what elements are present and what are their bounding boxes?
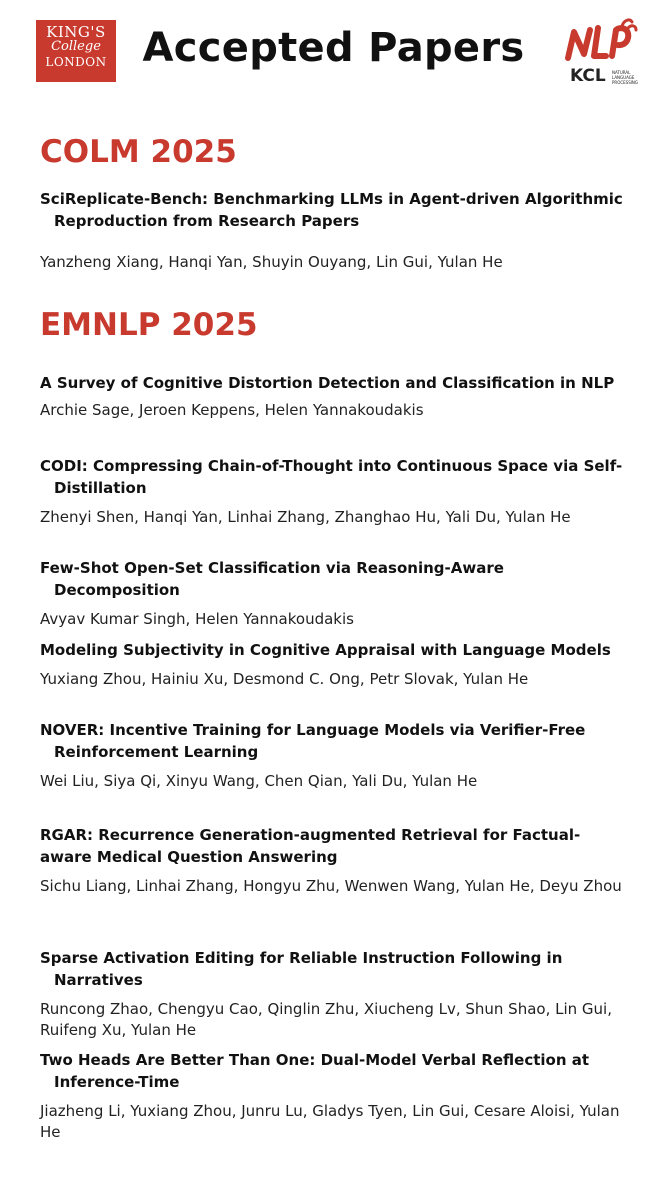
page-title: Accepted Papers — [142, 25, 525, 71]
kings-logo-line1: KING'S — [46, 23, 106, 41]
paper-title: Two Heads Are Better Than One: Dual-Model Verbal Reflection at Inference-Time — [40, 1051, 590, 1091]
paper-item — [40, 824, 630, 897]
section-heading-colm: COLM 2025 — [40, 134, 237, 170]
paper-title: NOVER: Incentive Training for Language Models via Verifier-Free Reinforcement Learning — [40, 721, 586, 761]
nlp-logo-subtitle — [612, 70, 638, 85]
paper-item — [40, 455, 630, 528]
kcl-nlp-logo — [562, 18, 640, 90]
paper-authors: Sichu Liang, Linhai Zhang, Hongyu Zhu, Wenwen Wang, Yulan He, Deyu Zhou — [40, 877, 622, 895]
paper-title: Few-Shot Open-Set Classification via Reasoning-Aware Decomposition — [40, 559, 504, 599]
paper-authors: Archie Sage, Jeroen Keppens, Helen Yannakoudakis — [40, 401, 424, 419]
paper-title: SciReplicate-Bench: Benchmarking LLMs in Agent-driven Algorithmic Reproduction from Research Papers — [40, 190, 623, 230]
paper-title: A Survey of Cognitive Distortion Detection and Classification in NLP — [40, 374, 615, 392]
paper-item — [40, 639, 630, 690]
paper-item — [40, 947, 630, 1041]
paper-authors: Avyav Kumar Singh, Helen Yannakoudakis — [40, 610, 354, 628]
paper-item — [40, 719, 630, 792]
paper-title: Modeling Subjectivity in Cognitive Appraisal with Language Models — [40, 641, 611, 659]
kings-logo-line3: LONDON — [45, 55, 107, 69]
paper-authors: Runcong Zhao, Chengyu Cao, Qinglin Zhu, Xiucheng Lv, Shun Shao, Lin Gui, Ruifeng Xu, Yulan He — [40, 1000, 612, 1039]
paper-title: RGAR: Recurrence Generation-augmented Retrieval for Factual-aware Medical Question Answering — [40, 826, 581, 866]
paper-authors: Zhenyi Shen, Hanqi Yan, Linhai Zhang, Zhanghao Hu, Yali Du, Yulan He — [40, 508, 571, 526]
paper-authors: Yanzheng Xiang, Hanqi Yan, Shuyin Ouyang, Lin Gui, Yulan He — [40, 253, 503, 271]
paper-item — [40, 188, 630, 273]
nlp-mark-icon — [562, 18, 640, 68]
section-heading-emnlp: EMNLP 2025 — [40, 307, 258, 343]
paper-authors: Wei Liu, Siya Qi, Xinyu Wang, Chen Qian, Yali Du, Yulan He — [40, 772, 478, 790]
paper-item — [40, 372, 630, 421]
paper-item — [40, 1049, 630, 1143]
paper-authors: Jiazheng Li, Yuxiang Zhou, Junru Lu, Gladys Tyen, Lin Gui, Cesare Aloisi, Yulan He — [40, 1102, 620, 1141]
paper-title: Sparse Activation Editing for Reliable Instruction Following in Narratives — [40, 949, 563, 989]
nlp-logo-sub-3: PROCESSING — [612, 80, 639, 85]
nlp-logo-kcl: KCL — [570, 66, 606, 86]
nlp-logo-sub-2: LANGUAGE — [612, 75, 635, 80]
paper-item — [40, 557, 630, 630]
nlp-logo-sub-1: NATURAL — [612, 70, 631, 75]
paper-authors: Yuxiang Zhou, Hainiu Xu, Desmond C. Ong, Petr Slovak, Yulan He — [40, 670, 529, 688]
kings-logo-line2: College — [51, 39, 101, 54]
paper-title: CODI: Compressing Chain-of-Thought into Continuous Space via Self-Distillation — [40, 457, 623, 497]
